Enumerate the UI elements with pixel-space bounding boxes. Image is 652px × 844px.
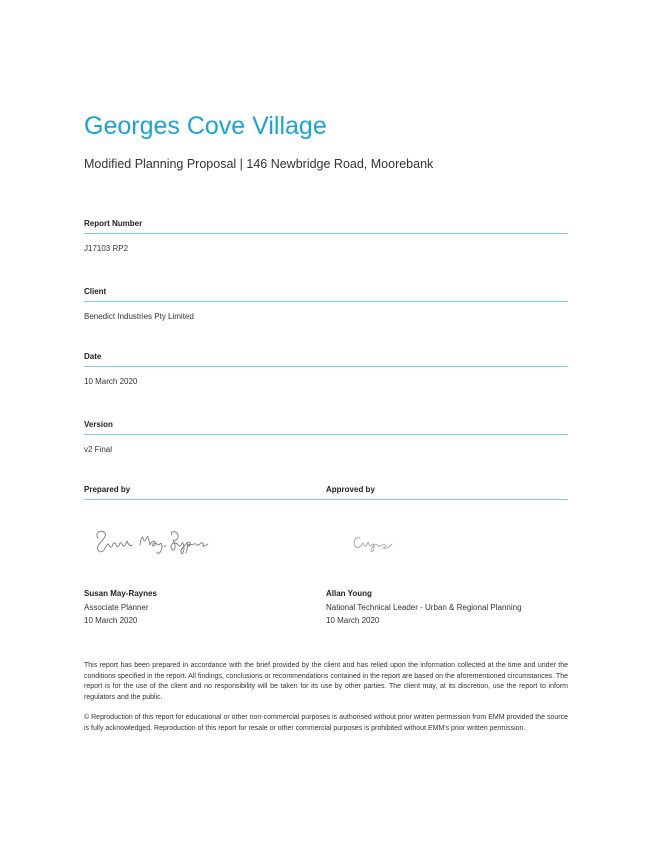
date-field [84,352,568,386]
approved-by-date: 10 March 2020 [326,616,380,625]
prepared-by-heading: Prepared by [84,485,326,500]
approved-by-details [326,587,522,628]
report-number-field [84,219,568,253]
report-number-value: J17103 RP2 [84,244,129,253]
prepared-by-name: Susan May-Raynes [84,589,157,598]
prepared-by-signature [90,526,215,558]
approved-by-signature [350,532,400,554]
report-number-label: Report Number [84,219,568,234]
disclaimer-paragraph: This report has been prepared in accordance with the brief provided by the client and has relied upon the information collected at the time and under the conditions specified in the report. All findings, conclusions or recommendations contained in the report are based on the aforementioned circumstances. The report is for the use of the client and no responsibility will be taken for its use by other parties. The client may, at its discretion, use the report to inform regulators and the public. [84,662,568,701]
version-value: v2 Final [84,445,113,454]
page-title: Georges Cove Village [84,112,327,140]
copyright-paragraph: © Reproduction of this report for educational or other non-commercial purposes is authorised without prior written permission from EMM provided the source is fully acknowledged. Reproduction of this report for resale or other commercial purposes is prohibited without EMM's prior written permission. [84,714,568,732]
version-label: Version [84,420,568,435]
client-value: Benedict Industries Pty Limited [84,312,194,321]
page-subtitle: Modified Planning Proposal | 146 Newbridge Road, Moorebank [84,157,434,171]
version-field [84,420,568,454]
prepared-by-details [84,587,157,628]
date-label: Date [84,352,568,367]
date-value: 10 March 2020 [84,377,138,386]
client-label: Client [84,287,568,302]
approved-by-role: National Technical Leader - Urban & Regional Planning [326,602,522,612]
prepared-by-date: 10 March 2020 [84,616,138,625]
approved-by-name: Allan Young [326,589,372,598]
approved-by-heading: Approved by [326,485,568,500]
prepared-by-role: Associate Planner [84,602,149,612]
client-field [84,287,568,321]
